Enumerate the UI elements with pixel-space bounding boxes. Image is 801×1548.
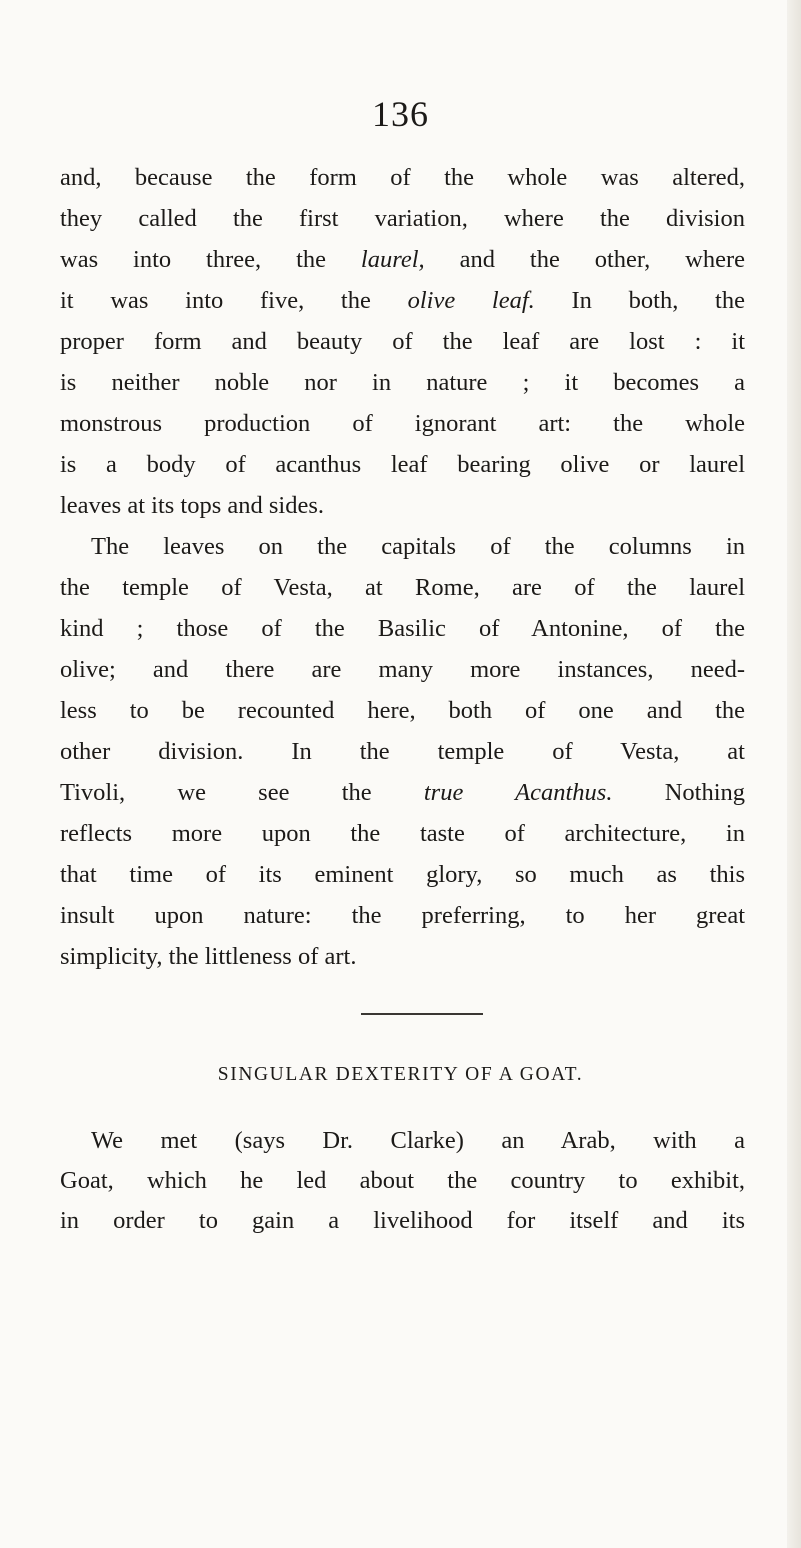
text-line	[60, 772, 745, 813]
text-line: that time of its eminent glory, so much as this	[60, 861, 745, 888]
italic-term-olive-leaf: olive leaf.	[407, 287, 535, 314]
text-line: Goat, which he led about the country to exhibit,	[60, 1167, 745, 1194]
text-line: in order to gain a livelihood for itself and its	[60, 1207, 745, 1234]
text-line	[60, 280, 745, 321]
text-line: they called the first variation, where the division	[60, 205, 745, 232]
text-line: We met (says Dr. Clarke) an Arab, with a	[91, 1127, 745, 1154]
text-run: it was into five, the	[60, 287, 408, 314]
text-line: insult upon nature: the preferring, to her great	[60, 902, 745, 929]
text-line: reflects more upon the taste of architecture, in	[60, 820, 745, 847]
section-paragraph	[60, 1121, 745, 1241]
text-run: In both, the	[534, 287, 745, 314]
text-line	[60, 239, 745, 280]
text-line: is a body of acanthus leaf bearing olive or laurel	[60, 451, 745, 478]
text-line: olive; and there are many more instances, need-	[60, 656, 745, 683]
page-number: 136	[372, 94, 429, 134]
text-line: monstrous production of ignorant art: the whole	[60, 410, 745, 437]
text-line: leaves at its tops and sides.	[60, 492, 325, 519]
body-paragraphs	[60, 157, 745, 977]
section-divider	[361, 1013, 483, 1015]
text-run: and the other, where	[424, 246, 745, 273]
text-line: the temple of Vesta, at Rome, are of the laurel	[60, 574, 745, 601]
text-line: less to be recounted here, both of one and the	[60, 697, 745, 724]
page-edge	[787, 0, 801, 1548]
text-run: Tivoli, we see the	[60, 779, 424, 806]
text-line: and, because the form of the whole was altered,	[60, 164, 745, 191]
text-line: kind ; those of the Basilic of Antonine, of the	[60, 615, 745, 642]
text-line: simplicity, the littleness of art.	[60, 943, 357, 970]
text-line: is neither noble nor in nature ; it becomes a	[60, 369, 745, 396]
section-heading: SINGULAR DEXTERITY OF A GOAT.	[217, 1064, 584, 1085]
text-line: proper form and beauty of the leaf are lost : it	[60, 328, 745, 355]
text-line: other division. In the temple of Vesta, at	[60, 738, 745, 765]
italic-term-laurel: laurel,	[360, 246, 425, 273]
text-line: The leaves on the capitals of the columns in	[91, 533, 745, 560]
text-run: was into three, the	[60, 246, 361, 273]
text-run: Nothing	[612, 779, 745, 806]
italic-term-true-acanthus: true Acanthus.	[423, 779, 613, 806]
